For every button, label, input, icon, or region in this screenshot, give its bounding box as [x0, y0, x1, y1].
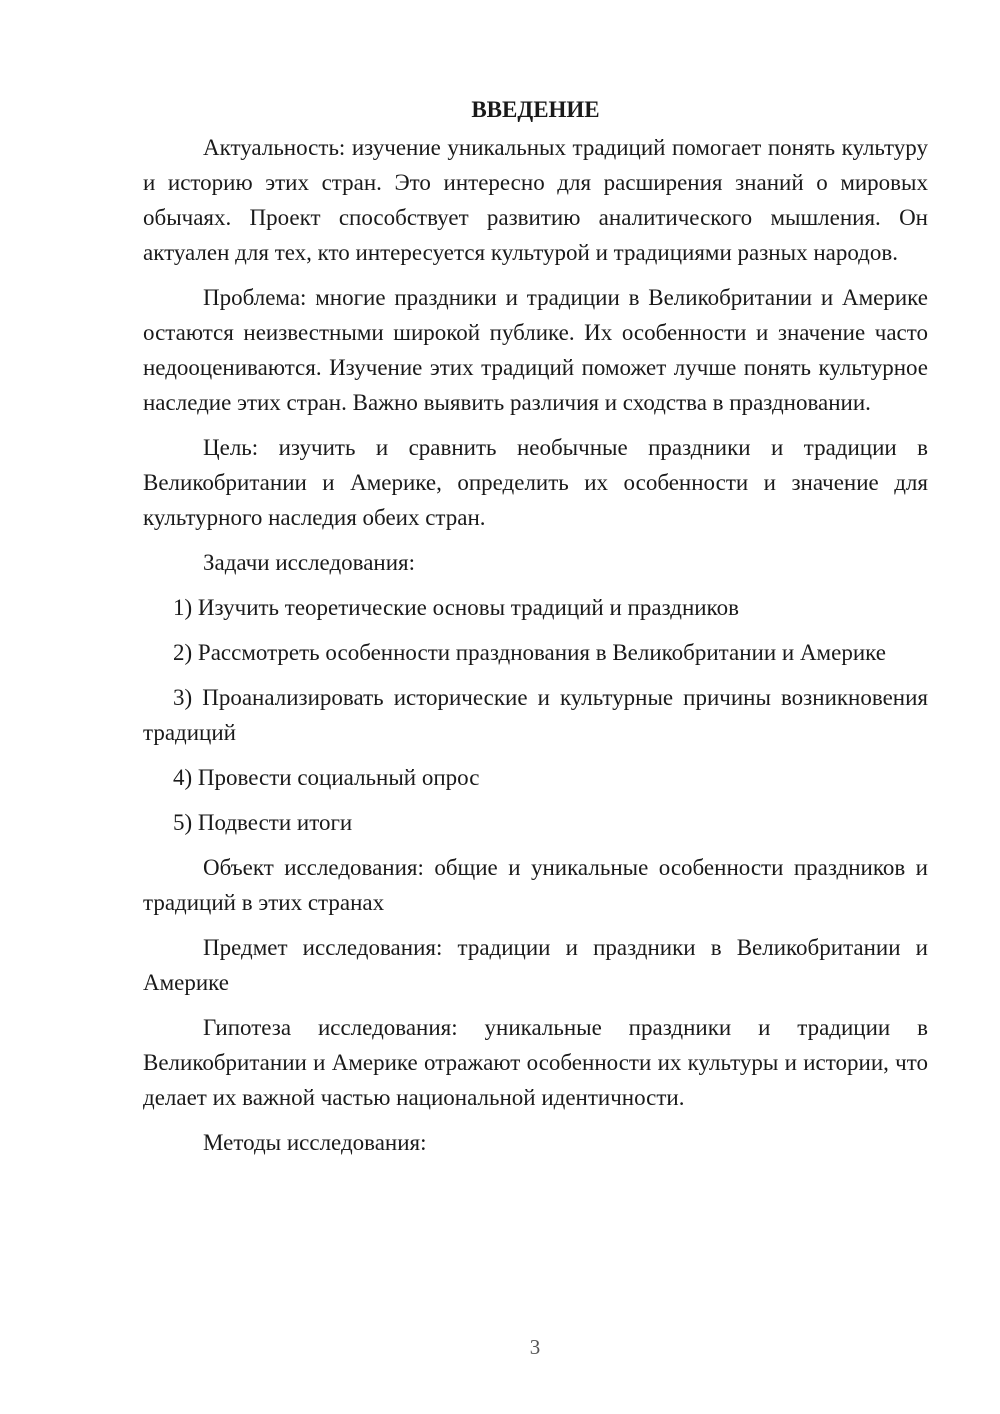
- task-item-2: 2) Рассмотреть особенности празднования в Великобритании и Америке: [173, 640, 886, 665]
- paragraph-hypothesis: Гипотеза исследования: уникальные праздники и традиции в Великобритании и Америке отражают особенности их культуры и истории, что делает их важной частью национальной идентичности.: [143, 1015, 928, 1110]
- page-number: 3: [529, 1335, 541, 1359]
- task-item-4: 4) Провести социальный опрос: [173, 765, 480, 790]
- paragraph-problem: Проблема: многие праздники и традиции в Великобритании и Америке остаются неизвестными широкой публике. Их особенности и значение часто недооцениваются. Изучение этих традиций поможет лучше понять культурное наследие этих стран. Важно выявить различия и сходства в праздновании.: [143, 285, 928, 415]
- task-item-1: 1) Изучить теоретические основы традиций и праздников: [173, 595, 739, 620]
- paragraph-object: Объект исследования: общие и уникальные особенности праздников и традиций в этих странах: [143, 855, 928, 915]
- tasks-title: Задачи исследования:: [203, 550, 416, 575]
- page-content: [143, 92, 928, 1170]
- paragraph-goal: Цель: изучить и сравнить необычные праздники и традиции в Великобритании и Америке, определить их особенности и значение для культурного наследия обеих стран.: [143, 435, 928, 530]
- task-item-3: 3) Проанализировать исторические и культурные причины возникновения традиций: [143, 685, 928, 745]
- paragraph-relevance: Актуальность: изучение уникальных традиций помогает понять культуру и историю этих стран. Это интересно для расширения знаний о мировых обычаях. Проект способствует развитию аналитического мышления. Он актуален для тех, кто интересуется культурой и традициями разных народов.: [143, 135, 928, 265]
- section-heading: ВВЕДЕНИЕ: [471, 97, 600, 122]
- paragraph-subject: Предмет исследования: традиции и праздники в Великобритании и Америке: [143, 935, 928, 995]
- task-item-5: 5) Подвести итоги: [173, 810, 353, 835]
- methods-title: Методы исследования:: [203, 1130, 427, 1155]
